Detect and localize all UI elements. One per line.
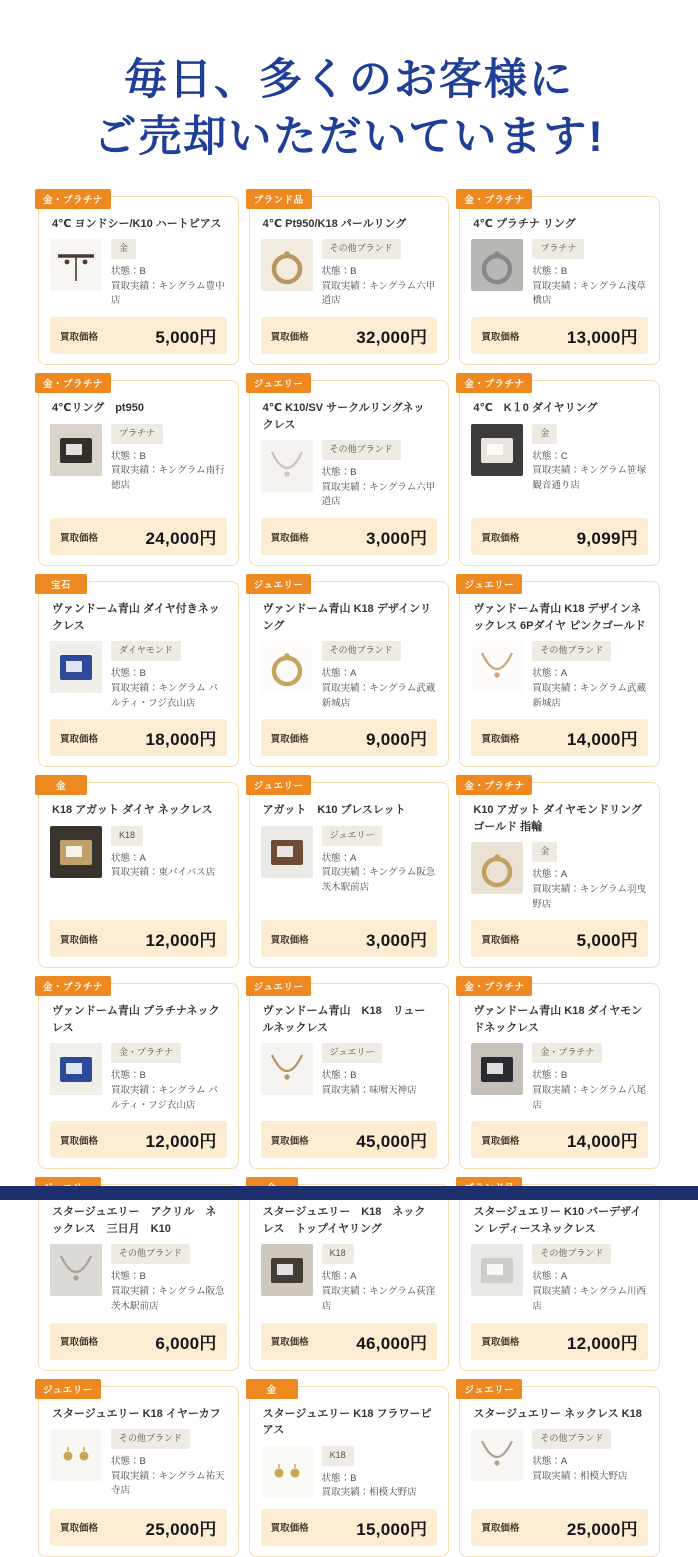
item-tag: その他ブランド <box>532 1429 611 1449</box>
item-body <box>261 641 438 711</box>
category-badge: ブランド品 <box>246 189 312 209</box>
item-info <box>532 641 648 711</box>
item-info <box>322 1244 438 1314</box>
price-label: 買取価格 <box>481 733 520 745</box>
price-value: 5,000円 <box>155 328 217 348</box>
price-value: 3,000円 <box>365 529 428 549</box>
item-photo-illustration <box>50 1244 102 1296</box>
price-row <box>261 719 438 756</box>
item-photo-illustration <box>50 1429 102 1481</box>
price-row <box>50 719 227 756</box>
price-row <box>471 920 648 957</box>
item-body <box>261 1043 438 1098</box>
price-row <box>471 1323 648 1360</box>
item-photo <box>471 641 523 693</box>
category-badge: 金 <box>35 775 87 795</box>
category-badge: ジュエリー <box>456 574 522 594</box>
condition-value: 状態：A <box>532 1271 568 1283</box>
hero-headline-line1: 毎日、多くのお客様に <box>124 56 574 104</box>
price-value: 6,000円 <box>155 1333 217 1353</box>
item-card <box>249 196 450 366</box>
condition-value: 状態：A <box>532 869 568 881</box>
item-info <box>532 239 648 309</box>
price-row <box>261 518 438 555</box>
condition-value: 状態：B <box>111 450 146 462</box>
item-info <box>532 1043 648 1113</box>
item-card <box>459 380 660 566</box>
item-card <box>38 196 239 366</box>
condition-value: 状態：A <box>321 668 357 680</box>
item-photo-illustration <box>50 826 102 878</box>
item-photo <box>261 239 313 291</box>
bottom-section-divider <box>0 1186 698 1200</box>
store-value: 買取実績：キングラム荻窪店 <box>321 1286 436 1312</box>
category-badge: ジュエリー <box>246 373 312 393</box>
price-value: 12,000円 <box>145 931 217 951</box>
price-label: 買取価格 <box>270 934 309 946</box>
item-title: スタージュエリー K18 イヤーカフ <box>52 1407 221 1420</box>
item-card <box>249 1184 450 1370</box>
category-badge: 金 <box>246 1379 298 1399</box>
cards-grid <box>38 196 660 1557</box>
item-photo-illustration <box>471 641 523 693</box>
item-photo <box>471 239 523 291</box>
price-row <box>261 1323 438 1360</box>
item-tag: ジュエリー <box>322 826 383 846</box>
price-row <box>261 317 438 354</box>
price-value: 14,000円 <box>566 730 638 750</box>
item-tag: 金・プラチナ <box>111 1043 181 1063</box>
item-card <box>38 581 239 767</box>
store-value: 買取実績：キングラム豊中店 <box>111 280 225 307</box>
item-info <box>322 641 438 711</box>
item-info <box>322 440 438 510</box>
price-label: 買取価格 <box>270 733 309 745</box>
price-value: 14,000円 <box>566 1132 638 1152</box>
price-row <box>471 518 648 555</box>
store-value: 買取実績：キングラム浅草橋店 <box>532 280 646 307</box>
price-value: 46,000円 <box>356 1333 428 1353</box>
store-value: 買取実績：キングラム阪急茨木駅前店 <box>111 1286 225 1312</box>
item-tag: ダイヤモンド <box>111 641 181 661</box>
price-row <box>50 518 227 555</box>
condition-value: 状態：B <box>321 1472 357 1484</box>
store-value: 買取実績：キングラム武蔵新城店 <box>321 682 436 709</box>
item-body <box>50 239 227 309</box>
item-card <box>249 782 450 968</box>
item-body <box>261 440 438 510</box>
item-photo-illustration <box>471 1043 523 1095</box>
item-card <box>38 1184 239 1370</box>
store-value: 買取実績：キングラム パルティ・フジ衣山店 <box>111 1085 218 1111</box>
item-title: 4℃ Pt950/K18 パールリング <box>262 217 407 230</box>
item-photo <box>50 641 102 693</box>
category-badge: 金・プラチナ <box>35 189 111 209</box>
item-card <box>459 196 660 366</box>
store-value: 買取実績：東バイパス店 <box>111 867 216 879</box>
price-label: 買取価格 <box>60 1135 99 1147</box>
category-badge: 金・プラチナ <box>456 775 532 795</box>
price-label: 買取価格 <box>60 934 99 946</box>
item-photo-illustration <box>261 239 313 291</box>
store-value: 買取実績：相模大野店 <box>532 1470 628 1482</box>
item-info <box>111 424 227 494</box>
item-body <box>471 1244 648 1314</box>
category-badge: ジュエリー <box>246 574 312 594</box>
store-value: 買取実績：キングラム南行徳店 <box>111 465 225 491</box>
item-info <box>532 842 648 912</box>
store-value: 買取実績：キングラム羽曳野店 <box>532 883 646 910</box>
item-tag: その他ブランド <box>532 1244 611 1264</box>
item-body <box>50 424 227 494</box>
item-tag: その他ブランド <box>111 1244 190 1264</box>
item-tag: その他ブランド <box>322 440 401 460</box>
item-info <box>111 1244 227 1314</box>
item-tag: その他ブランド <box>111 1429 190 1449</box>
price-row <box>261 1121 438 1158</box>
price-row <box>471 1121 648 1158</box>
condition-value: 状態：B <box>532 1070 568 1082</box>
price-value: 24,000円 <box>145 529 217 549</box>
item-tag: K18 <box>322 1244 354 1264</box>
item-title: スタージュエリー K18 フラワーピアス <box>262 1407 432 1437</box>
item-photo-illustration <box>50 1043 102 1095</box>
price-row <box>471 719 648 756</box>
condition-value: 状態：B <box>111 668 146 680</box>
price-label: 買取価格 <box>481 934 520 946</box>
item-tag: K18 <box>322 1446 354 1466</box>
item-body <box>261 1446 438 1501</box>
item-title: K10 アガット ダイヤモンドリング ゴールド 指輪 <box>473 804 642 833</box>
item-title: ヴァンドーム青山 K18 ダイヤモンドネックレス <box>473 1005 643 1034</box>
category-badge: 金・プラチナ <box>35 976 111 996</box>
category-badge: ジュエリー <box>246 775 312 795</box>
item-tag: プラチナ <box>532 239 584 259</box>
item-photo-illustration <box>261 641 313 693</box>
price-value: 25,000円 <box>566 1519 638 1539</box>
price-label: 買取価格 <box>270 532 309 544</box>
price-row <box>50 1509 227 1546</box>
item-body <box>50 641 227 711</box>
price-value: 9,099円 <box>576 529 638 549</box>
item-tag: 金 <box>532 842 557 862</box>
item-info <box>322 239 438 309</box>
item-body <box>50 1429 227 1499</box>
item-title: スタージュエリー ネックレス K18 <box>473 1407 642 1420</box>
item-photo-illustration <box>261 826 313 878</box>
item-title: 4℃ K１0 ダイヤリング <box>473 402 598 415</box>
category-badge: 金・プラチナ <box>456 976 532 996</box>
condition-value: 状態：B <box>111 265 146 277</box>
item-photo-illustration <box>261 1043 313 1095</box>
category-badge: 金・プラチナ <box>35 373 111 393</box>
price-value: 12,000円 <box>145 1132 217 1152</box>
price-row <box>50 1323 227 1360</box>
hero-headline-line2: ご売却いただいています! <box>93 112 605 161</box>
price-label: 買取価格 <box>481 1337 520 1349</box>
condition-value: 状態：A <box>321 852 357 864</box>
item-photo <box>261 1043 313 1095</box>
store-value: 買取実績：キングラム パルティ・フジ衣山店 <box>111 682 218 709</box>
item-card <box>459 983 660 1169</box>
item-photo <box>261 641 313 693</box>
price-row <box>471 1509 648 1546</box>
store-value: 買取実績：キングラム阪急茨木駅前店 <box>321 867 436 894</box>
price-value: 18,000円 <box>145 730 217 750</box>
item-photo-illustration <box>50 424 102 476</box>
item-photo <box>471 1244 523 1296</box>
item-info <box>322 1043 438 1098</box>
item-photo <box>471 424 523 476</box>
item-info <box>532 1429 648 1484</box>
price-label: 買取価格 <box>60 1523 99 1535</box>
item-photo-illustration <box>471 1244 523 1296</box>
condition-value: 状態：B <box>532 265 568 277</box>
item-photo <box>471 842 523 894</box>
item-info <box>111 826 227 881</box>
item-card <box>249 983 450 1169</box>
price-label: 買取価格 <box>270 331 309 343</box>
item-photo-illustration <box>471 842 523 894</box>
price-label: 買取価格 <box>60 733 99 745</box>
price-label: 買取価格 <box>60 331 99 343</box>
item-card <box>459 1386 660 1557</box>
item-title: スタージュエリー K18 ネックレス トップイヤリング <box>262 1206 426 1235</box>
store-value: 買取実績：相模大野店 <box>321 1487 417 1499</box>
condition-value: 状態：A <box>532 1456 568 1467</box>
item-body <box>471 842 648 912</box>
price-value: 9,000円 <box>365 730 428 750</box>
store-value: 買取実績：キングラム六甲道店 <box>321 481 436 508</box>
store-value: 買取実績：キングラム武蔵新城店 <box>532 682 646 709</box>
condition-value: 状態：B <box>111 1271 146 1283</box>
item-title: ヴァンドーム青山 K18 デザインネックレス 6Pダイヤ ピンクゴールド <box>473 603 646 632</box>
item-photo-illustration <box>261 440 313 492</box>
item-photo <box>261 1446 313 1498</box>
price-label: 買取価格 <box>270 1337 309 1349</box>
category-badge: ジュエリー <box>35 1379 101 1399</box>
item-tag: 金 <box>111 239 136 259</box>
item-tag: ジュエリー <box>322 1043 383 1063</box>
item-card <box>38 380 239 566</box>
category-badge: ジュエリー <box>456 1379 522 1399</box>
item-card <box>459 1184 660 1370</box>
item-body <box>261 826 438 896</box>
store-value: 買取実績：キングラム笹塚観音通り店 <box>532 465 646 491</box>
item-title: 4℃ プラチナ リング <box>473 217 576 230</box>
item-photo-illustration <box>50 641 102 693</box>
condition-value: 状態：A <box>321 1271 357 1283</box>
category-badge: 金・プラチナ <box>456 189 532 209</box>
item-photo <box>50 239 102 291</box>
item-info <box>111 239 227 309</box>
item-photo-illustration <box>261 1446 313 1498</box>
item-title: 4℃リング pt950 <box>52 402 144 415</box>
condition-value: 状態：B <box>321 265 357 277</box>
item-title: アガット K10 ブレスレット <box>262 804 406 817</box>
category-badge: 宝石 <box>35 574 87 594</box>
item-body <box>261 239 438 309</box>
item-card <box>38 983 239 1169</box>
condition-value: 状態：B <box>321 1070 357 1082</box>
item-photo-illustration <box>261 1244 313 1296</box>
item-photo <box>50 1244 102 1296</box>
price-row <box>261 1509 438 1546</box>
item-body <box>471 641 648 711</box>
condition-value: 状態：A <box>532 668 568 680</box>
item-title: ヴァンドーム青山 K18 デザインリング <box>262 603 432 632</box>
price-label: 買取価格 <box>481 331 520 343</box>
item-body <box>471 1429 648 1484</box>
item-title: 4℃ K10/SV サークルリングネックレス <box>262 402 425 431</box>
item-info <box>111 641 227 711</box>
item-body <box>50 1244 227 1314</box>
item-card <box>249 380 450 566</box>
item-title: ヴァンドーム青山 K18 リュールネックレス <box>262 1005 426 1034</box>
item-photo <box>50 424 102 476</box>
item-photo <box>261 440 313 492</box>
price-value: 25,000円 <box>145 1519 217 1539</box>
item-photo-illustration <box>471 1429 523 1481</box>
item-info <box>532 1244 648 1314</box>
price-row <box>50 920 227 957</box>
item-photo <box>471 1429 523 1481</box>
price-label: 買取価格 <box>270 1135 309 1147</box>
item-body <box>50 826 227 881</box>
item-photo <box>50 1043 102 1095</box>
item-body <box>261 1244 438 1314</box>
item-photo <box>261 1244 313 1296</box>
item-body <box>471 424 648 494</box>
price-value: 45,000円 <box>356 1132 428 1152</box>
category-badge: ジュエリー <box>246 976 312 996</box>
price-row <box>50 317 227 354</box>
item-card <box>38 782 239 968</box>
item-info <box>322 826 438 896</box>
price-value: 15,000円 <box>356 1519 428 1539</box>
item-tag: 金 <box>532 424 557 444</box>
item-title: ヴァンドーム青山 プラチナネックレス <box>52 1005 220 1034</box>
item-title: 4℃ ヨンドシー/K10 ハートピアス <box>52 217 222 230</box>
price-row <box>261 920 438 957</box>
item-tag: プラチナ <box>111 424 163 444</box>
item-body <box>50 1043 227 1113</box>
hero-headline <box>0 0 698 166</box>
item-info <box>532 424 648 494</box>
item-body <box>471 1043 648 1113</box>
condition-value: 状態：B <box>111 1070 146 1082</box>
price-label: 買取価格 <box>481 532 520 544</box>
item-title: スタージュエリー アクリル ネックレス 三日月 K10 <box>52 1206 217 1235</box>
price-value: 5,000円 <box>576 931 638 951</box>
item-title: スタージュエリー K10 バーデザイン レディースネックレス <box>473 1206 642 1235</box>
price-label: 買取価格 <box>481 1135 520 1147</box>
item-card <box>249 1386 450 1557</box>
price-value: 13,000円 <box>566 328 638 348</box>
store-value: 買取実績：味噌天神店 <box>321 1085 417 1097</box>
item-card <box>459 581 660 767</box>
store-value: 買取実績：キングラム八尾店 <box>532 1085 646 1111</box>
store-value: 買取実績：キングラム祐天寺店 <box>111 1470 225 1497</box>
price-label: 買取価格 <box>60 1337 99 1349</box>
item-photo-illustration <box>471 239 523 291</box>
item-photo <box>50 1429 102 1481</box>
price-row <box>471 317 648 354</box>
item-photo-illustration <box>471 424 523 476</box>
store-value: 買取実績：キングラム六甲道店 <box>321 280 436 307</box>
condition-value: 状態：C <box>532 450 568 462</box>
item-tag: 金・プラチナ <box>532 1043 602 1063</box>
item-photo <box>50 826 102 878</box>
condition-value: 状態：A <box>111 852 146 864</box>
item-photo <box>261 826 313 878</box>
price-value: 3,000円 <box>365 931 428 951</box>
item-photo <box>471 1043 523 1095</box>
condition-value: 状態：B <box>111 1456 146 1467</box>
item-card <box>38 1386 239 1557</box>
price-label: 買取価格 <box>481 1523 520 1535</box>
item-info <box>322 1446 438 1501</box>
price-value: 12,000円 <box>566 1333 638 1353</box>
item-tag: K18 <box>111 826 143 846</box>
price-row <box>50 1121 227 1158</box>
item-info <box>111 1429 227 1499</box>
category-badge: 金・プラチナ <box>456 373 532 393</box>
item-title: K18 アガット ダイヤ ネックレス <box>52 804 213 817</box>
item-title: ヴァンドーム青山 ダイヤ付きネックレス <box>52 603 220 632</box>
price-label: 買取価格 <box>270 1523 309 1535</box>
item-info <box>111 1043 227 1113</box>
price-value: 32,000円 <box>356 328 428 348</box>
item-photo-illustration <box>50 239 102 291</box>
item-tag: その他ブランド <box>322 239 401 259</box>
item-body <box>471 239 648 309</box>
condition-value: 状態：B <box>321 467 357 479</box>
item-tag: その他ブランド <box>532 641 611 661</box>
item-card <box>459 782 660 968</box>
price-label: 買取価格 <box>60 532 99 544</box>
item-card <box>249 581 450 767</box>
item-tag: その他ブランド <box>322 641 401 661</box>
store-value: 買取実績：キングラム川西店 <box>532 1286 646 1312</box>
